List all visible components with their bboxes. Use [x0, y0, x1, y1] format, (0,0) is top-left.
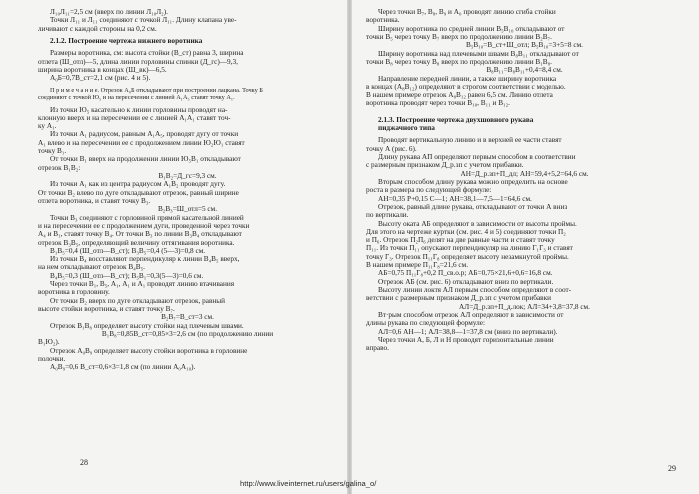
- text-line: точку Г₃. Отрезок П₁₁Г₈ определяет высоту незамкнутой проймы.: [366, 252, 569, 261]
- text-line: Длину рукава АП определяют первым способом в соответствии: [378, 153, 576, 161]
- text-line: полочки.: [38, 354, 66, 363]
- text-line: отлета (Ш_отл)—5, длина линии горловины спинки (Д_гс)—9,3,: [38, 57, 238, 66]
- text-line: Высоту линии локтя АЛ первым способом определяют в соот-: [378, 286, 572, 294]
- text-line: отрезок В₁В₂:: [38, 163, 81, 172]
- text-line: Для этого на чертеже куртки (см. рис. 4 и 5) соединяют точки П₂: [366, 227, 566, 236]
- text-line: точки В₅ через точку В₇ вверх по продолжению линии В₂В₇.: [366, 32, 552, 41]
- text-line: отлета воротника, и ставят точку В₃.: [38, 196, 151, 205]
- text-line: Размеры воротника, см: высота стойки (В_ст) равна 3, ширина: [50, 49, 244, 58]
- text-line: А₀Б=0,7В_ст=2,1 см (рис. 4 и 5).: [50, 74, 151, 83]
- text-line: на нем откладывают отрезок В₄В₅.: [38, 263, 145, 272]
- text-line: и на пересечении ее с продолжением дуги, проведенной через точки: [38, 221, 250, 230]
- page-number-left: 28: [80, 458, 88, 467]
- text-line: Через точки В₁, В₅, А₁, А₁ и А₁ проводят линию втачивания: [50, 280, 235, 289]
- right-page: [352, 0, 699, 494]
- text-line: П₁₁. Из точки П₁₁ опускают перпендикуляр на линию Г₁Г₃ и ставят: [366, 244, 573, 253]
- text-line: П р и м е ч а н и е. Отрезок А₀Б откладывают при построении лацкана. Точку Б: [50, 86, 263, 94]
- text-line: ширина воротника в концах (Ш_вк)—6,5.: [38, 65, 167, 74]
- text-line: точку В₁.: [38, 147, 67, 156]
- text-line: Точки Л₁₁ и Л₁₁ соединяют с точкой Л₁₁. Длину клапана уве-: [50, 16, 237, 25]
- text-line: АЛ=0,6 АН—1; АЛ=38,8—1=37,8 см (вниз по вертикали).: [378, 327, 558, 336]
- text-line: ку А₁.: [38, 122, 57, 131]
- text-line: В₅В₁₀=В_ст+Ш_отл; В₅В₁₀=3+5=8 см.: [465, 41, 583, 50]
- text-line: роста в размера по следующей формуле:: [366, 186, 492, 195]
- text-line: Вт·рым способом отрезок АЛ определяют в зависимости от: [378, 310, 564, 319]
- text-line: отрезок В₃В₅, определяющий величину оттягивания воротника.: [38, 238, 235, 247]
- text-line: Из точки Ю₅ касательно к линии горловины проводят на-: [50, 105, 228, 114]
- text-line: Вторым способом длину рукава можно определить на основе: [378, 177, 568, 186]
- text-line: в концах (А₈В₁₂) определяют в строгом соответствии с моделью.: [366, 82, 566, 91]
- text-line: АЛ=Д_р.зп+П_д.лок; АЛ=34+3,8=37,8 см.: [459, 302, 590, 311]
- text-line: Л₁₀Л₁₁=2,5 см (вверх по линии Л₁₀Л₂).: [50, 8, 168, 16]
- text-line: В₂В₇=В_ст=3 см.: [161, 313, 214, 322]
- section-heading: 2.1.3. Построение чертежа двухшовного рукава: [378, 115, 534, 124]
- text-line: Отрезок А₀В₉ определяет высоту стойки воротника в горловине: [50, 346, 248, 355]
- text-line: В₁Ю₂).: [38, 338, 60, 347]
- text-line: воротника.: [366, 16, 400, 25]
- source-url: http://www.liveinternet.ru/users/galina_o/: [240, 479, 377, 488]
- text-line: Проводят вертикальную линию и в верхней ее части ставят: [378, 136, 562, 145]
- text-line: длины рукава по следующей формуле:: [366, 319, 485, 328]
- text-line: АН=Д_р.зп+П_дл; АН=59,4+5,2=64,6 см.: [460, 169, 589, 178]
- text-line: Через точки В₇, В₈, В₉ и А₀ проводят линию сгиба стойки: [378, 8, 556, 16]
- text-line: соединяют с точкой Ю₅ и на пересечении с линией А₁А₅ ставят точку А₁.: [38, 94, 235, 101]
- text-line: В₁В₅=0,4 (Ш_отл—В_ст); В₃В₅=0,4 (5—3)=0,8 см.: [50, 246, 206, 255]
- page-number-right: 29: [668, 464, 676, 473]
- text-line: Отрезок, равный длине рукава, откладывают от точки А вниз: [378, 202, 568, 211]
- text-line: От точки В₂ вверх по дуге откладывают отрезок, равный: [50, 296, 226, 305]
- text-line: Из точки В₄ восставляют перпендикуляр к линии В₄В₅ вверх,: [50, 255, 240, 264]
- text-line: В₂В₃=Ш_отл=5 см.: [157, 205, 218, 214]
- text-line: В нашем примере П₁₁Г₈=21,6 см.: [366, 261, 469, 270]
- text-line: точки В₈ через точку В₈ вверх по продолжению линии В₁В₈.: [366, 57, 552, 66]
- text-line: АН=0,35 Р+0,15 С—1; АН=38,1—7,5—1=64,6 см.: [378, 194, 532, 203]
- text-line: В₁В₂=Д_гс=9,3 см.: [158, 172, 217, 180]
- section-heading: 2.1.2. Построение чертежа нижнего воротника: [50, 36, 203, 45]
- text-line: Высоту оката АБ определяют в зависимости от высоты проймы.: [378, 219, 577, 228]
- text-line: и П₆. Отрезок П₂П₆ делят на две равные части и ставят точку: [366, 236, 555, 245]
- left-page: [0, 0, 347, 494]
- text-line: Ширину воротника по средней линии В₅В₁₀ откладывают от: [378, 24, 565, 33]
- text-line: В₁В₈=0,85В_ст=0,85×3=2,6 см (по продолжению линии: [101, 329, 274, 338]
- text-line: ветствии с размерным признаком Д_р.зп с учетом прибавки: [366, 294, 552, 303]
- text-line: В нашем примере отрезок А₈В₁₂ равен 6,5 см. Линию отлета: [366, 91, 553, 100]
- text-line: вправо.: [366, 344, 389, 353]
- text-line: воротника в горловину.: [38, 288, 110, 297]
- section-heading: пиджачного типа: [378, 124, 435, 133]
- text-line: Из точки А₁ как из центра радиусом А₁В₂ проводят дугу.: [50, 180, 226, 189]
- text-line: по вертикали.: [366, 211, 409, 220]
- text-line: клонную вверх и на пересечении ее с линией А₁А₁ ставят точ-: [38, 113, 231, 122]
- text-line: А₀В₉=0,6 В_ст=0,6×3=1,8 см (по линии А₀А₁₀).: [50, 363, 196, 372]
- text-line: точку А (рис. 6).: [366, 144, 417, 153]
- text-line: Отрезок В₁В₈ определяет высоту стойки над плечевым швами.: [50, 321, 244, 330]
- text-line: Из точки А₁ радиусом, равным А₁А₅, проводят дугу от точки: [50, 130, 239, 139]
- text-line: От точки В₂ влево по дуге откладывают отрезок, равный ширине: [38, 188, 239, 197]
- text-line: личивают с каждой стороны на 0,2 см.: [38, 24, 157, 33]
- text-line: Через точки А, Б, Л и Н проводят горизонтальные линии: [378, 335, 554, 344]
- text-line: высоте стойки воротника, и ставят точку В₇.: [38, 305, 175, 313]
- text-line: А₄ и В₁, ставят точку В₄. От точки В₃ по линии В₃В₄ откладывают: [38, 230, 242, 239]
- text-line: В₈В₁₁=В₈В₁₁+0,4=8,4 см.: [486, 66, 563, 75]
- text-line: с размерным признаком Д_р.зп с учетом прибавки.: [366, 161, 524, 170]
- text-line: АБ=0,75 П₁₁Г₈+0,2 П_св.о.р; АБ=0,75×21,6+0,6=16,8 см.: [378, 269, 553, 278]
- text-line: воротника проводят через точки В₁₀, В₁₁ и В₁₂.: [366, 99, 510, 108]
- text-line: В₄В₅=0,3 (Ш_отл—В_ст); В₅В₁=0,3(5—3)=0,6 см.: [50, 271, 204, 280]
- text-line: От точки В₁ вверх на продолжении линии Ю₅В₁ откладывают: [50, 155, 241, 164]
- text-line: Отрезок АБ (см. рис. 6) откладывают вниз по вертикали.: [378, 277, 554, 286]
- text-line: Точки В₃ соединяют с горловиной прямой касательной линией: [50, 213, 244, 222]
- text-line: Ширину воротника над плечевыми швами В₈В₁₁ откладывают от: [378, 49, 579, 58]
- text-line: Направление передней линии, а также ширину воротника: [378, 74, 557, 83]
- text-line: А₁ влево и на пересечении ее с продолжением линии Ю₂Ю₁ ставят: [38, 138, 245, 147]
